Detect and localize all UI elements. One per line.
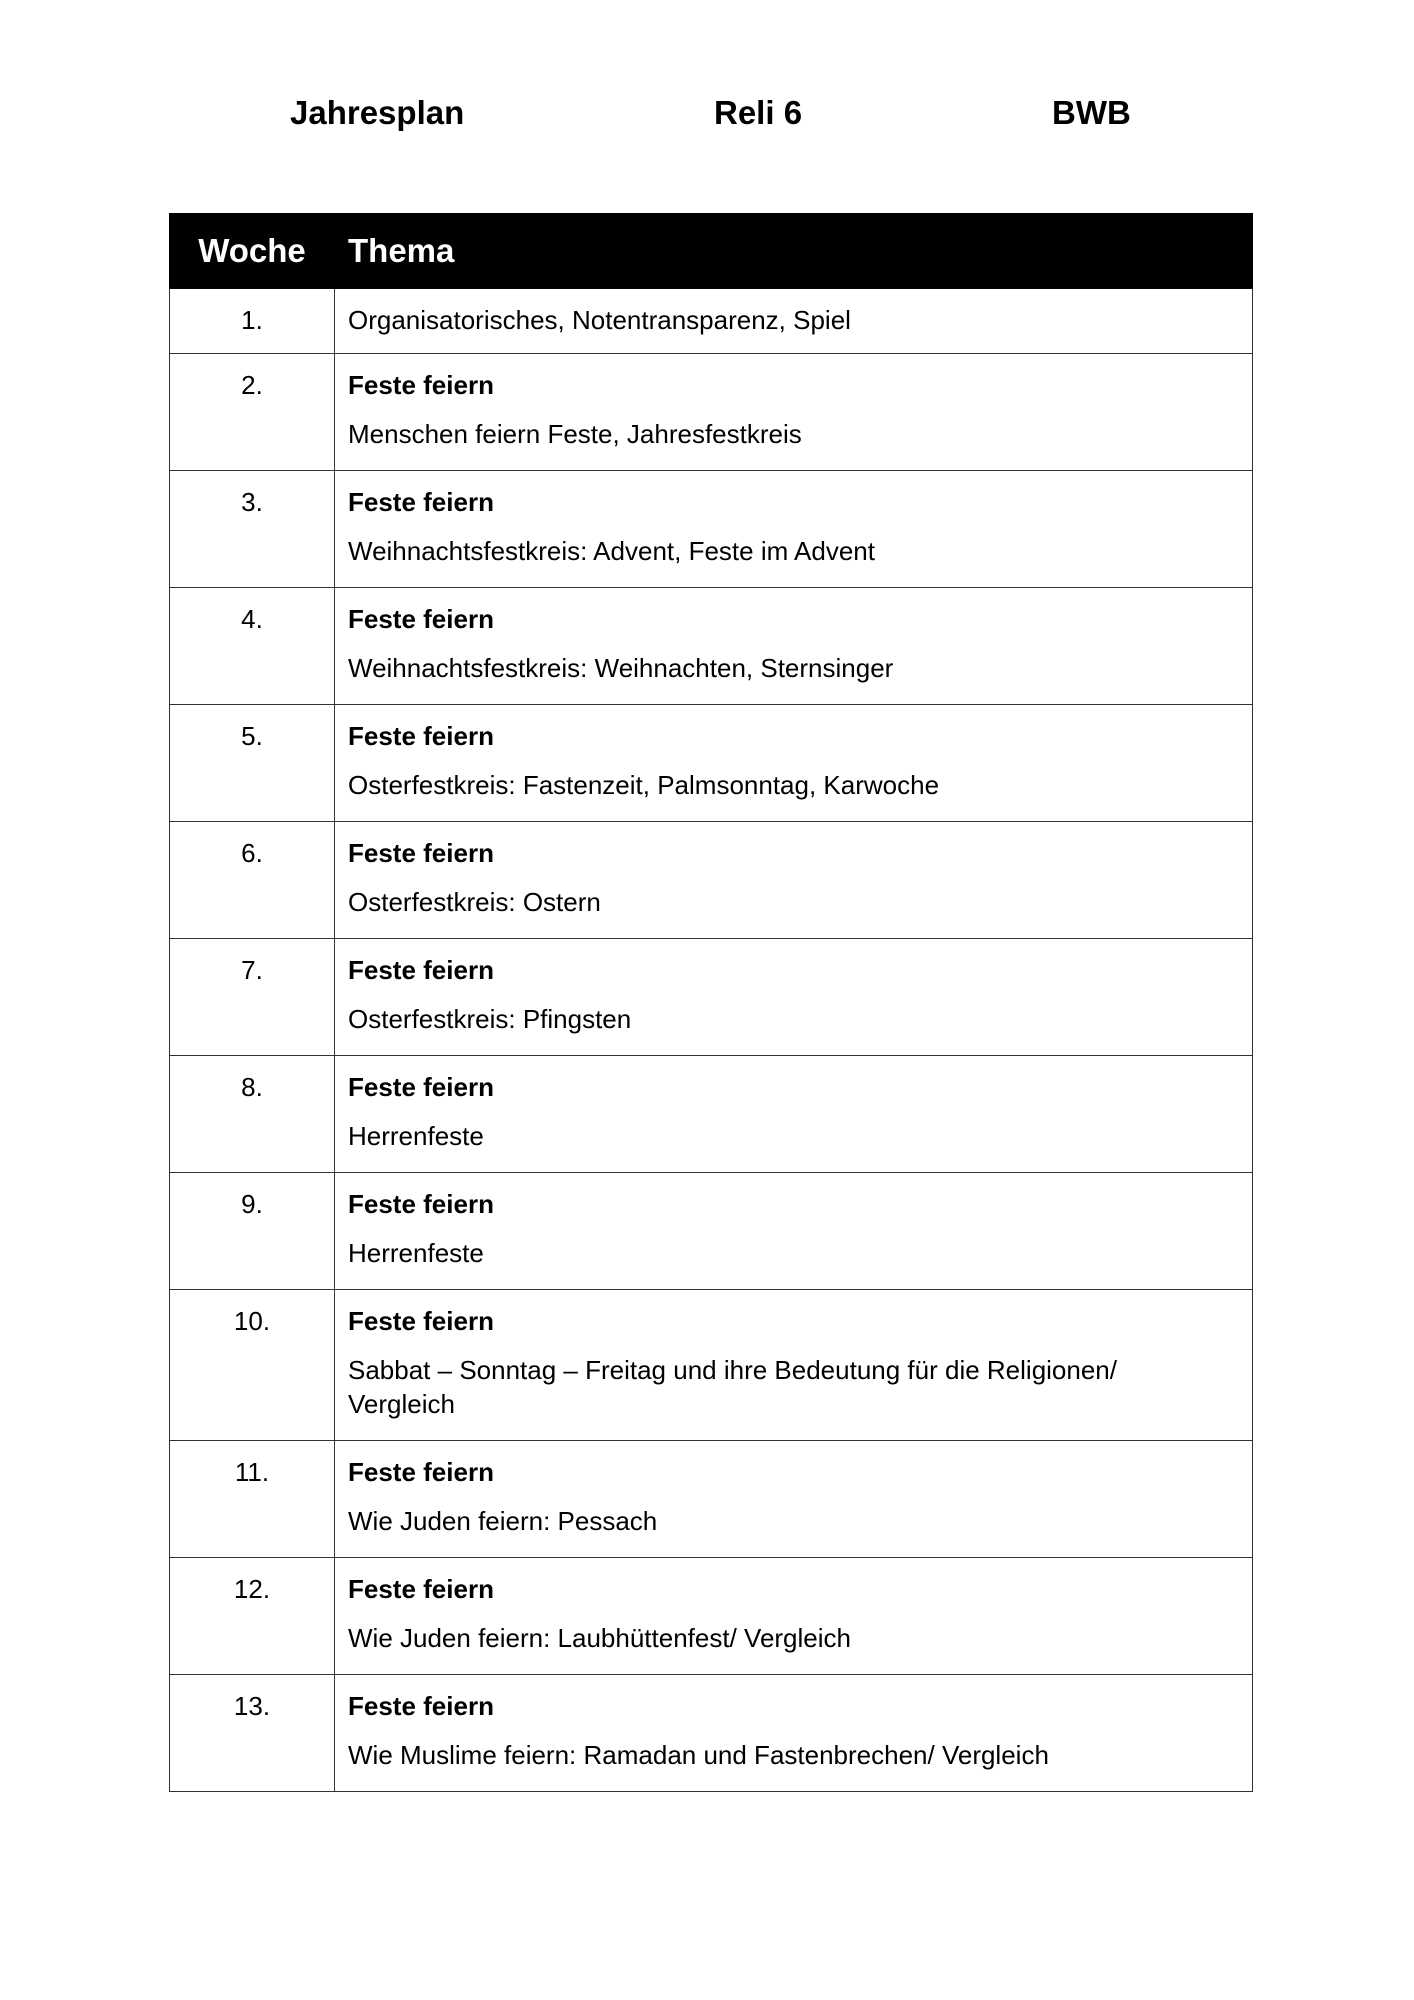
topic-title: Feste feiern (348, 1457, 494, 1487)
table-row (170, 1056, 1253, 1173)
week-cell: 6. (170, 822, 335, 939)
school-label: BWB (1052, 94, 1131, 131)
topic-detail: Wie Juden feiern: Pessach (348, 1506, 658, 1536)
topic-detail: Herrenfeste (348, 1238, 484, 1268)
column-header-week: Woche (170, 214, 335, 289)
topic-cell (335, 588, 1253, 705)
table-row (170, 1173, 1253, 1290)
topic-cell (335, 705, 1253, 822)
topic-title: Feste feiern (348, 721, 494, 751)
topic-title: Feste feiern (348, 1306, 494, 1336)
document-title: Jahresplan (290, 94, 465, 131)
topic-title: Feste feiern (348, 1072, 494, 1102)
table-row (170, 471, 1253, 588)
topic-cell (335, 1290, 1253, 1441)
topic-cell (335, 1441, 1253, 1558)
topic-title: Feste feiern (348, 1189, 494, 1219)
week-cell: 7. (170, 939, 335, 1056)
header-row (170, 214, 1253, 289)
topic-detail: Osterfestkreis: Fastenzeit, Palmsonntag, Karwoche (348, 770, 940, 800)
week-cell: 11. (170, 1441, 335, 1558)
topic-detail: Wie Juden feiern: Laubhüttenfest/ Vergleich (348, 1623, 851, 1653)
topic-detail: Osterfestkreis: Ostern (348, 887, 601, 917)
topic-detail: Sabbat – Sonntag – Freitag und ihre Bedeutung für die Religionen/ Vergleich (348, 1355, 1117, 1419)
week-cell: 1. (170, 289, 335, 354)
table-row (170, 939, 1253, 1056)
topic-cell (335, 289, 1253, 354)
table-row (170, 289, 1253, 354)
topic-detail: Osterfestkreis: Pfingsten (348, 1004, 632, 1034)
week-cell: 3. (170, 471, 335, 588)
table-row (170, 705, 1253, 822)
topic-cell (335, 1558, 1253, 1675)
subject-label: Reli 6 (714, 94, 803, 131)
column-header-topic: Thema (335, 214, 1253, 289)
topic-title: Feste feiern (348, 487, 494, 517)
week-cell: 5. (170, 705, 335, 822)
topic-cell (335, 1675, 1253, 1792)
table-row (170, 354, 1253, 471)
topic-title: Feste feiern (348, 1691, 494, 1721)
table-row (170, 822, 1253, 939)
table-header (170, 214, 1253, 289)
week-cell: 10. (170, 1290, 335, 1441)
week-cell: 2. (170, 354, 335, 471)
topic-cell (335, 1056, 1253, 1173)
topic-cell (335, 1173, 1253, 1290)
year-plan-table (169, 213, 1253, 1792)
topic-detail: Weihnachtsfestkreis: Weihnachten, Sternsinger (348, 653, 894, 683)
week-cell: 12. (170, 1558, 335, 1675)
week-cell: 4. (170, 588, 335, 705)
topic-detail: Herrenfeste (348, 1121, 484, 1151)
topic-title: Feste feiern (348, 370, 494, 400)
table-body (170, 289, 1253, 1792)
week-cell: 8. (170, 1056, 335, 1173)
topic-title: Feste feiern (348, 955, 494, 985)
table-row (170, 588, 1253, 705)
topic-detail: Wie Muslime feiern: Ramadan und Fastenbrechen/ Vergleich (348, 1740, 1049, 1770)
topic-cell (335, 939, 1253, 1056)
week-cell: 13. (170, 1675, 335, 1792)
table-row (170, 1675, 1253, 1792)
topic-title: Feste feiern (348, 604, 494, 634)
table-row (170, 1558, 1253, 1675)
topic-detail: Weihnachtsfestkreis: Advent, Feste im Advent (348, 536, 875, 566)
topic-cell (335, 354, 1253, 471)
table-row (170, 1290, 1253, 1441)
week-cell: 9. (170, 1173, 335, 1290)
topic-detail: Organisatorisches, Notentransparenz, Spiel (348, 305, 851, 335)
topic-cell (335, 822, 1253, 939)
topic-detail: Menschen feiern Feste, Jahresfestkreis (348, 419, 802, 449)
table-row (170, 1441, 1253, 1558)
topic-title: Feste feiern (348, 838, 494, 868)
document-header (0, 88, 1414, 138)
topic-cell (335, 471, 1253, 588)
topic-title: Feste feiern (348, 1574, 494, 1604)
